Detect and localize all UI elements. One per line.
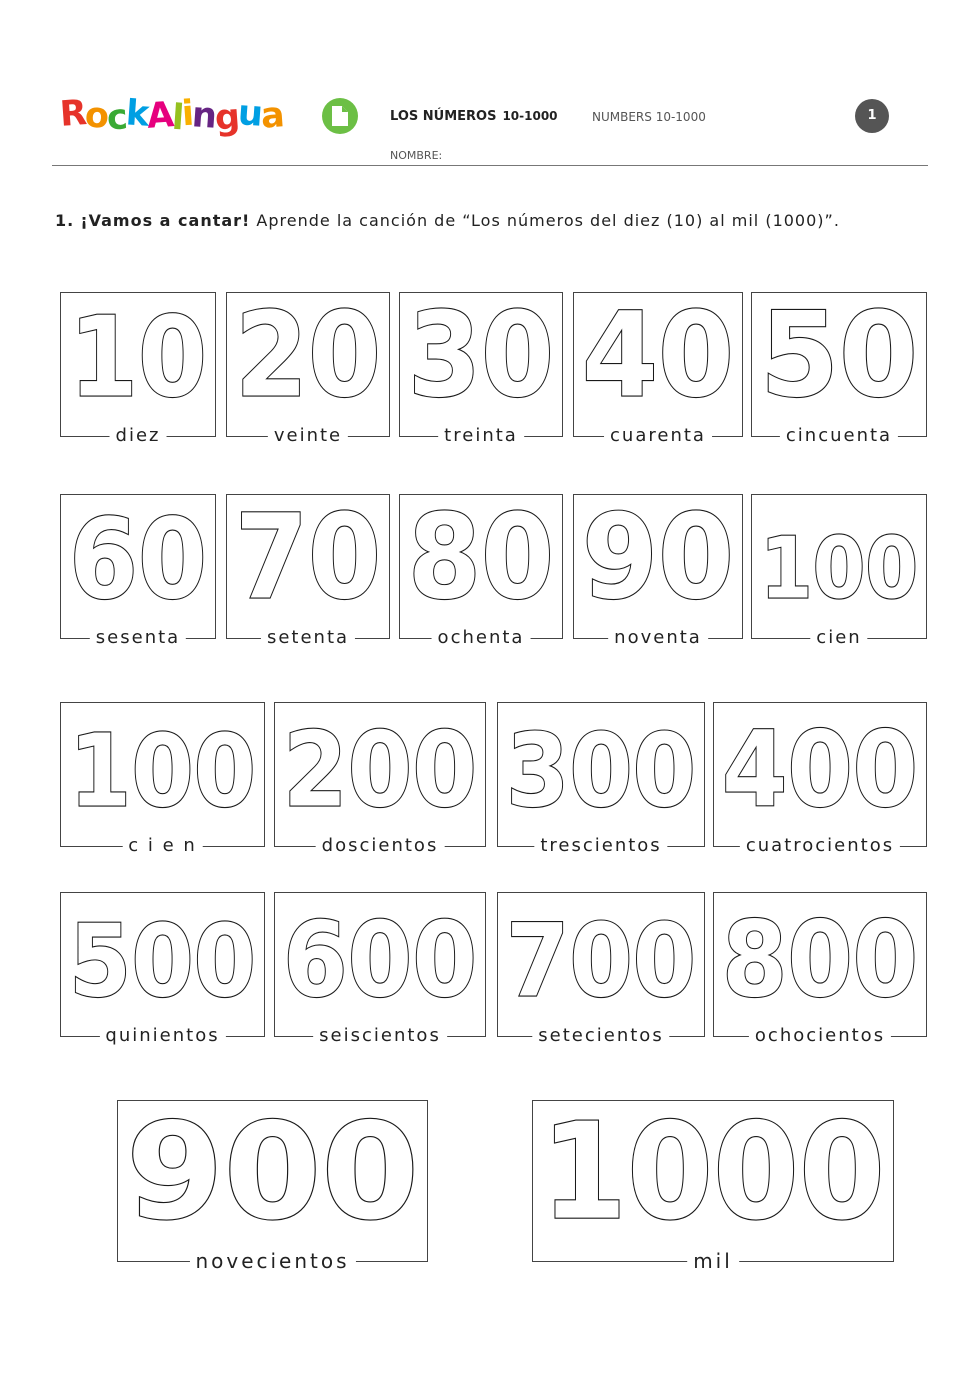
number-card-40 [573, 292, 743, 446]
logo-letter: u [236, 93, 263, 135]
number-word: cien [810, 628, 867, 648]
logo-letter: c [105, 97, 128, 139]
logo-letter: g [213, 97, 240, 139]
number-word: setecientos [532, 1026, 669, 1046]
numeral-drawing [497, 892, 705, 1015]
numeral-drawing [751, 494, 927, 617]
numeral-drawing [532, 1100, 894, 1240]
logo-letter: A [145, 95, 174, 137]
numeral-glyphs: 900 [126, 1100, 419, 1240]
numeral-glyphs: 60 [69, 495, 207, 617]
numeral-glyphs: 600 [283, 900, 477, 1015]
numeral-drawing [497, 702, 705, 825]
number-word: cuatrocientos [740, 836, 900, 856]
numeral-drawing [573, 494, 743, 617]
number-word: trescientos [534, 836, 667, 856]
number-word: cincuenta [780, 426, 898, 446]
number-word: treinta [438, 426, 524, 446]
number-card-10 [60, 292, 216, 446]
numeral-glyphs: 10 [69, 293, 207, 415]
numeral-drawing [274, 702, 486, 825]
logo-letter: n [190, 95, 217, 137]
number-card-30 [399, 292, 563, 446]
number-card-700 [497, 892, 705, 1046]
number-word: ochocientos [749, 1026, 891, 1046]
number-word: cuarenta [604, 426, 712, 446]
numeral-drawing [117, 1100, 428, 1240]
title-text: LOS NÚMEROS [390, 109, 497, 124]
number-card-1000 [532, 1100, 894, 1273]
numeral-drawing [226, 494, 390, 617]
number-card-80 [399, 494, 563, 648]
exercise-text: Aprende la canción de “Los números del diez (10) al mil (1000)”. [250, 211, 840, 230]
title-range: 10-1000 [502, 109, 558, 123]
number-card-400 [713, 702, 927, 856]
numeral-glyphs: 500 [69, 904, 256, 1015]
number-word: doscientos [316, 836, 445, 856]
number-card-100 [60, 702, 265, 856]
name-label: NOMBRE: [390, 149, 443, 162]
numeral-drawing [713, 702, 927, 825]
numeral-drawing [60, 292, 216, 415]
number-word: sesenta [90, 628, 186, 648]
numeral-drawing [60, 702, 265, 825]
logo-letter: R [58, 93, 87, 135]
numeral-glyphs: 200 [283, 710, 477, 825]
number-word: novecientos [189, 1251, 355, 1271]
number-card-90 [573, 494, 743, 648]
number-word: mil [687, 1251, 739, 1271]
numeral-drawing [60, 494, 216, 617]
page-number-badge: 1 [855, 99, 889, 133]
exercise-number: 1. [55, 211, 75, 230]
exercise-heading: ¡Vamos a cantar! [80, 211, 251, 230]
worksheet-subtitle: NUMBERS 10-1000 [592, 110, 706, 124]
numeral-glyphs: 90 [582, 494, 734, 617]
numeral-glyphs: 100 [69, 714, 256, 825]
number-word: setenta [261, 628, 355, 648]
numeral-glyphs: 40 [582, 292, 734, 415]
number-card-200 [274, 702, 486, 856]
numeral-glyphs: 800 [722, 898, 918, 1015]
numeral-drawing [713, 892, 927, 1015]
number-card-600 [274, 892, 486, 1046]
number-word: c i e n [122, 836, 203, 856]
numeral-drawing [399, 292, 563, 415]
number-word: seiscientos [313, 1026, 447, 1046]
logo-letter: o [83, 95, 109, 137]
number-card-100 [751, 494, 927, 648]
rockalingua-logo [58, 92, 285, 139]
number-card-20 [226, 292, 390, 446]
number-word: veinte [268, 426, 348, 446]
number-card-800 [713, 892, 927, 1046]
number-card-70 [226, 494, 390, 648]
number-card-900 [117, 1100, 428, 1273]
numeral-glyphs: 20 [235, 292, 381, 415]
numeral-glyphs: 70 [235, 494, 381, 617]
worksheet-title [390, 109, 558, 124]
numeral-glyphs: 50 [760, 292, 918, 415]
number-card-50 [751, 292, 927, 446]
number-card-500 [60, 892, 265, 1046]
logo-letter: l [170, 97, 184, 139]
numeral-drawing [399, 494, 563, 617]
numeral-glyphs: 300 [506, 711, 696, 825]
number-card-300 [497, 702, 705, 856]
logo-letter: i [180, 93, 194, 135]
numeral-drawing [226, 292, 390, 415]
numeral-glyphs: 80 [408, 494, 554, 617]
numeral-glyphs: 30 [408, 292, 554, 415]
numeral-drawing [60, 892, 265, 1015]
numeral-glyphs: 700 [506, 901, 696, 1015]
number-word: quinientos [99, 1026, 225, 1046]
document-badge [322, 98, 358, 134]
number-word: diez [110, 426, 167, 446]
numeral-glyphs: 1000 [541, 1100, 885, 1240]
numeral-drawing [573, 292, 743, 415]
number-word: noventa [608, 628, 708, 648]
exercise-instruction [55, 211, 840, 230]
document-icon [331, 105, 349, 127]
numeral-glyphs: 100 [760, 519, 918, 617]
header-divider [52, 165, 928, 166]
numeral-glyphs: 400 [722, 708, 918, 825]
numeral-drawing [274, 892, 486, 1015]
logo-letter: a [259, 95, 285, 137]
logo-letter: k [124, 93, 149, 135]
numeral-drawing [751, 292, 927, 415]
number-word: ochenta [432, 628, 531, 648]
number-card-60 [60, 494, 216, 648]
